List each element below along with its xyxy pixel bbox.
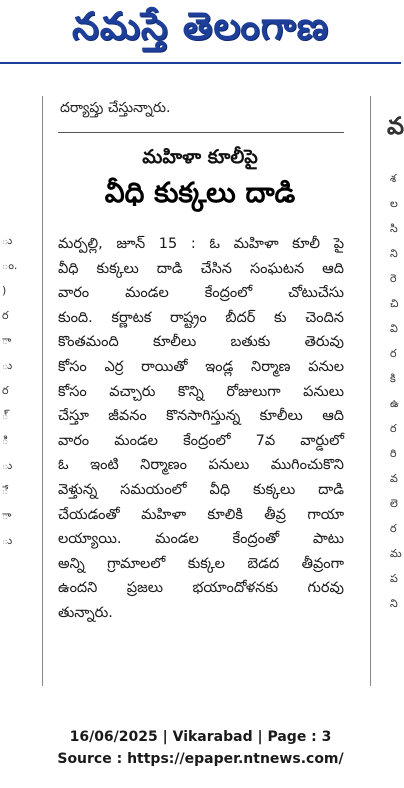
story-separator (58, 132, 344, 133)
fragment: రి (390, 447, 397, 460)
fragment: ా (2, 509, 12, 522)
fragment: ి (2, 434, 9, 447)
previous-story-tail: దర్యాప్తు చేస్తున్నారు. (60, 100, 171, 116)
fragment: ే (2, 484, 9, 497)
masthead (0, 0, 401, 62)
body-line: కోసం ఎర్ర రాయితో ఇండ్ల నిర్మాణ పనుల (58, 358, 344, 375)
body-line: అన్ని గ్రామాలలో కుక్కల బెడద తీవ్రంగా (58, 555, 344, 572)
body-line: కుంది. కర్ణాటక రాష్ట్రం బీదర్ కు చెందిన (58, 309, 344, 326)
fragment-glyph: వ (387, 112, 404, 140)
fragment: వ (390, 472, 398, 485)
body-line: వెళ్తున్న సమయంలో వీధి కుక్కలు దాడి (58, 481, 344, 498)
body-line: వారం మండల కేంద్రంలో 7వ వార్డులో (58, 432, 344, 449)
fragment: శ (390, 172, 397, 185)
fragment: మ (390, 547, 402, 560)
fragment: ర (2, 309, 9, 322)
fragment: ని (390, 247, 398, 260)
body-line: కొంతమంది కూలీలు బతుకు తెరువు (58, 334, 344, 351)
article-kicker: మహిళా కూలీపై (142, 146, 258, 168)
column-divider-left (42, 96, 43, 686)
article-body (58, 232, 344, 626)
fragment: ు (2, 459, 13, 472)
fragment: ర (390, 522, 397, 535)
fragment: ర (2, 384, 9, 397)
body-line: మర్పల్లి, జూన్ 15 : ఓ మహిళా కూలీ పై (58, 236, 344, 252)
fragment: ్ (2, 409, 9, 422)
fragment: ర (390, 347, 397, 360)
fragment: కి (390, 372, 396, 385)
fragment: ఉ (390, 397, 399, 410)
adjacent-column-left (0, 228, 22, 648)
clipping-footer (0, 726, 401, 770)
fragment: ు (2, 234, 13, 247)
fragment: ా (2, 334, 12, 347)
body-line: చేయడంతో మహిళా కూలికి తీవ్ర గాయా (58, 506, 344, 523)
fragment: లె (390, 497, 398, 510)
fragment: ల (390, 197, 398, 210)
fragment: చి (390, 297, 399, 310)
body-line: వీధి కుక్కలు దాడి చేసిన సంఘటన ఆది (58, 260, 344, 277)
body-line: కోసం వచ్చారు కొన్ని రోజులుగా పనులు (58, 383, 344, 400)
source-link: Source : https://epaper.ntnews.com/ (57, 751, 344, 767)
fragment: వి (390, 322, 398, 335)
fragment: ) (2, 284, 7, 297)
adjacent-column-right (384, 112, 404, 672)
newspaper-logo: నమస్తే తెలంగాణ (72, 4, 329, 48)
fragment: ం. (2, 259, 18, 272)
fragment: ప (390, 572, 398, 585)
body-line: వారం మండల కేంద్రంలో చోటుచేసు (58, 285, 344, 302)
body-line: లయ్యాయి. మండల కేంద్రంతో పాటు (58, 531, 344, 548)
fragment: ర (390, 422, 397, 435)
article-headline: వీధి కుక్కలు దాడి (104, 176, 296, 209)
body-line: తున్నారు. (58, 604, 113, 621)
fragment: ు (2, 534, 13, 547)
body-line: ఓ ఇంటి నిర్మాణం పనులు ముగించుకొని (58, 457, 344, 474)
fragment: రె (390, 272, 397, 285)
masthead-divider (0, 62, 401, 64)
fragment: సి (390, 222, 398, 235)
column-divider-right (370, 96, 371, 686)
fragment: ని (390, 597, 398, 610)
body-line: ఉందని ప్రజలు భయాందోళనకు గురవు (58, 580, 344, 597)
body-line: చేస్తూ జీవనం కొనసాగిస్తున్న కూలీలు ఆది (58, 408, 344, 425)
fragment: ు (2, 359, 13, 372)
edition-info: 16/06/2025 | Vikarabad | Page : 3 (69, 729, 332, 745)
